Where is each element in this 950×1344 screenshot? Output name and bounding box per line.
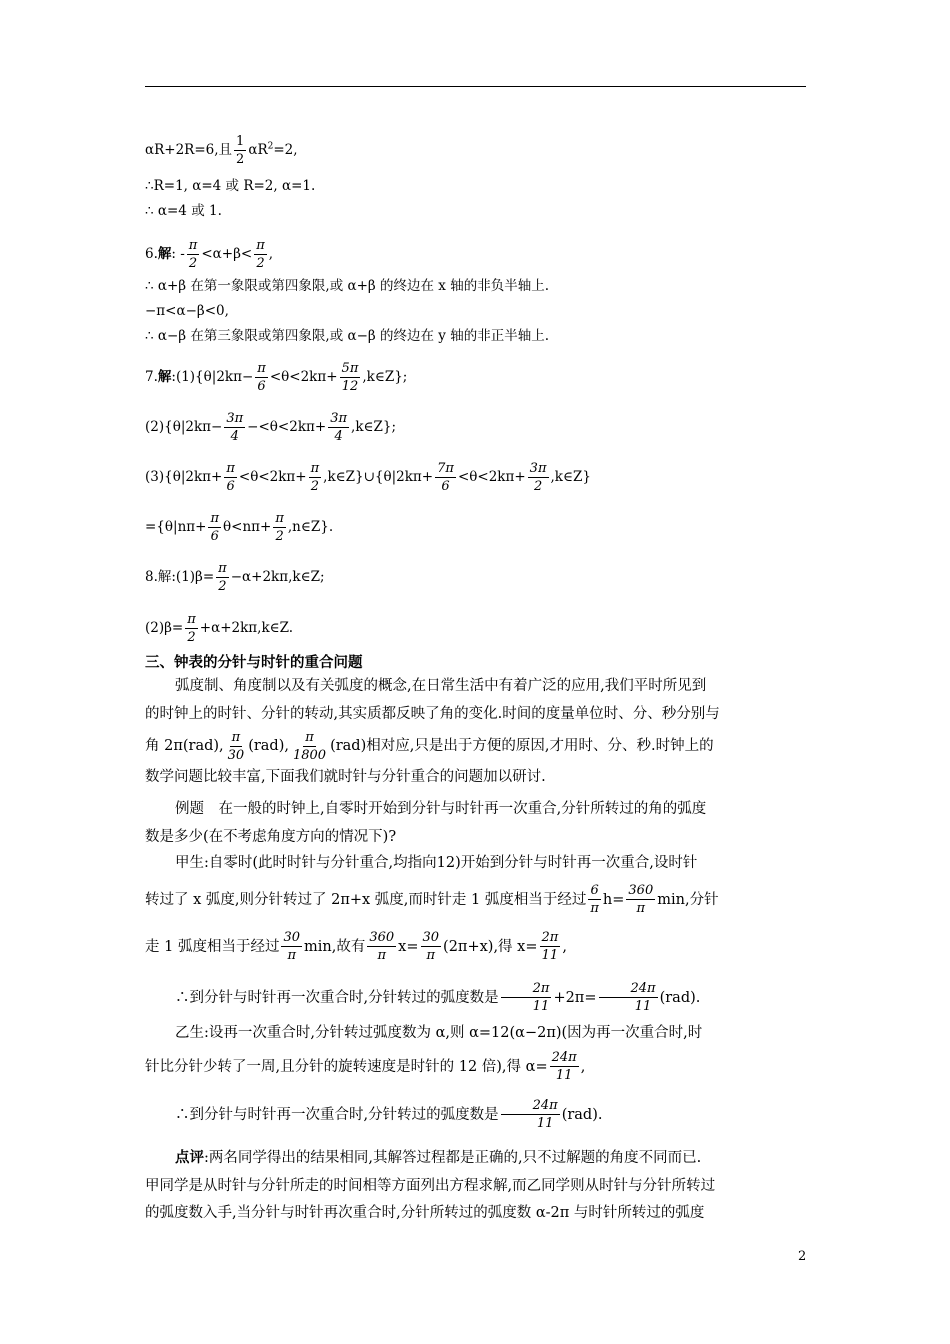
fraction: $\frac{24\pi}{11}$: [551, 1050, 577, 1083]
fraction: $\frac{3\pi}{4}$: [330, 411, 348, 444]
paragraph-student-jia: 甲生:自零时(此时时针与分针重合,均指向12)开始到分针与时针再一次重合,设时针 转过了 x 弧度,则分针转过了 2π+x 弧度,而时针走 1 弧度相当于经过 $\frac{6}{\pi}$ h= $\frac{360}{\pi}$ min,分针 走 1 弧度相当于经过 $\frac{30}{\pi}$ min,故有 $\frac{360}{\pi}$ x= $\frac{30}{\pi}$ (2π+x),得 x= $\frac{2\pi}{11}$ , ∴到分针与时针再一次重合时,分针转过的弧度数是 $\frac{2\pi}{11}$ +2π= $\frac{24\pi}{11}$ (rad).: [145, 855, 719, 1014]
fraction: $\frac{5\pi}{12}$: [341, 361, 359, 394]
sol7-line1: 7.解:(1){θ|2kπ− $\frac{\pi}{6}$ <θ<2kπ+ $\frac{5\pi}{12}$ ,k∈Z};: [145, 361, 408, 394]
page-number: 2: [798, 1249, 807, 1264]
sol8-line2: (2)β= $\frac{\pi}{2}$ +α+2kπ,k∈Z.: [145, 612, 294, 645]
fraction: $\frac{\pi}{1800}$: [292, 729, 327, 763]
sol7-line2: (2){θ|2kπ− $\frac{3\pi}{4}$ −<θ<2kπ+ $\frac{3\pi}{4}$ ,k∈Z};: [145, 411, 397, 444]
sol5-line2: ∴R=1, α=4 或 R=2, α=1.: [145, 178, 316, 194]
fraction: $\frac{\pi}{6}$: [257, 361, 266, 394]
sol7-line3: (3){θ|2kπ+ $\frac{\pi}{6}$ <θ<2kπ+ $\frac{\pi}{2}$ ,k∈Z}∪{θ|2kπ+ $\frac{7\pi}{6}$ <θ<2kπ+ $\frac{3\pi}{2}$ ,k∈Z}: [145, 461, 591, 494]
fraction: $\frac{6}{\pi}$: [590, 883, 599, 916]
sol7-line4: ={θ|nπ+ $\frac{\pi}{6}$ θ<nπ+ $\frac{\pi}{2}$ ,n∈Z}.: [145, 511, 334, 544]
fraction: $\frac{360}{\pi}$: [628, 883, 654, 916]
sol6-line2: ∴ α+β 在第一象限或第四象限,或 α+β 的终边在 x 轴的非负半轴上.: [145, 278, 549, 294]
fraction: $\frac{\pi}{6}$: [210, 511, 220, 544]
fraction: $\frac{\pi}{30}$: [227, 729, 245, 763]
fraction: $\frac{3\pi}{2}$: [529, 461, 547, 494]
fraction: $\frac{360}{\pi}$: [369, 930, 395, 963]
fraction: $\frac{\pi}{2}$: [275, 511, 284, 544]
paragraph-example: 例题 在一般的时钟上,自零时开始到分针与时针再一次重合,分针所转过的角的弧度 数是多少(在不考虑角度方向的情况下)?: [145, 801, 707, 845]
fraction: $\frac{24\pi}{11}$: [599, 981, 658, 1014]
section-heading: 三、钟表的分针与时针的重合问题: [145, 654, 363, 671]
sol6-line1: 6.解: - $\frac{\pi}{2}$ <α+β< $\frac{\pi}{2}$ ,: [145, 238, 274, 271]
sol6-line3: −π<α−β<0,: [145, 303, 229, 319]
fraction: $\frac{30}{\pi}$: [422, 930, 440, 963]
sol5-line1: [145, 134, 298, 167]
fraction: $\frac{2\pi}{11}$: [541, 930, 559, 963]
fraction: $\frac{30}{\pi}$: [283, 930, 300, 963]
paragraph-student-yi: 乙生:设再一次重合时,分针转过弧度数为 α,则 α=12(α−2π)(因为再一次重合时,时 针比分针少转了一周,且分针的旋转速度是时针的 12 倍),得 α= $\frac{24\pi}{11}$ , ∴到分针与时针再一次重合时,分针转过的弧度数是 $\frac{24\pi}{11}$ (rad).: [145, 1025, 703, 1131]
fraction: $\frac{\pi}{2}$: [187, 612, 196, 645]
header-rule: [145, 86, 806, 87]
fraction: $\frac{24\pi}{11}$: [501, 1098, 560, 1131]
fraction: $\frac{1}{2}$: [236, 134, 245, 167]
sol8-line1: 8.解:(1)β= $\frac{\pi}{2}$ −α+2kπ,k∈Z;: [145, 561, 325, 594]
paragraph-comment: 点评:两名同学得出的结果相同,其解答过程都是正确的,只不过解题的角度不同而已. 甲同学是从时针与分针所走的时间相等方面列出方程求解,而乙同学则从时针与分针所转过 的弧度数入手,当分针与时针再次重合时,分针所转过的弧度数 α-2π 与时针所转过的弧度: [145, 1149, 716, 1221]
fraction: $\frac{\pi}{2}$: [310, 461, 320, 494]
sol6-line4: ∴ α−β 在第三象限或第四象限,或 α−β 的终边在 y 轴的非正半轴上.: [145, 328, 550, 344]
text: αR: [248, 142, 268, 158]
text: αR+2R=6,且: [145, 142, 233, 158]
fraction: $\frac{\pi}{2}$: [188, 238, 198, 271]
fraction: $\frac{\pi}{2}$: [256, 238, 265, 271]
fraction: $\frac{2\pi}{11}$: [501, 981, 552, 1014]
fraction: $\frac{\pi}{2}$: [218, 561, 227, 594]
paragraph-intro: 弧度制、角度制以及有关弧度的概念,在日常生活中有着广泛的应用,我们平时所见到 的时钟上的时针、分针的转动,其实质都反映了角的变化.时间的度量单位时、分、秒分别与 角 2π(rad), $\frac{\pi}{30}$ (rad), $\frac{\pi}{1800}$ (rad)相对应,只是出于方便的原因,才用时、分、秒.时钟上的 数学问题比较丰富,下面我们就时针与分针重合的问题加以研讨.: [145, 678, 720, 785]
fraction: $\frac{3\pi}{4}$: [226, 411, 244, 444]
fraction: $\frac{\pi}{6}$: [226, 461, 235, 494]
text: =2,: [273, 142, 298, 158]
superscript: 2: [267, 141, 274, 152]
fraction: $\frac{7\pi}{6}$: [437, 461, 454, 494]
sol5-line3: ∴ α=4 或 1.: [145, 203, 222, 219]
